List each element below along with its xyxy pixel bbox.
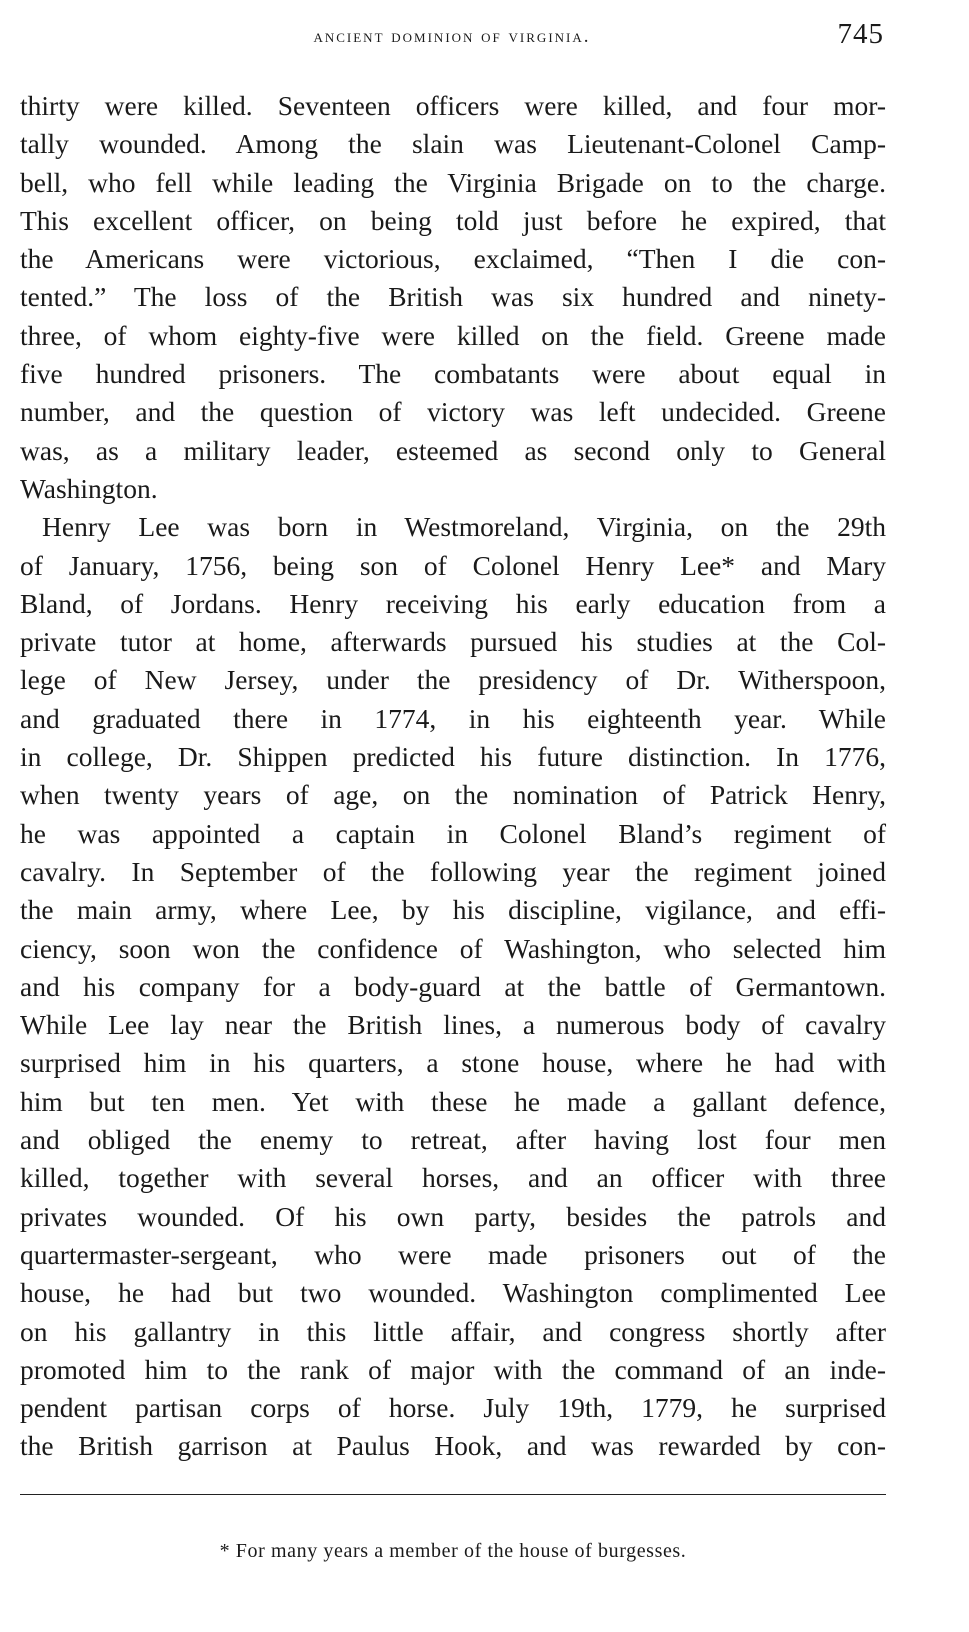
text-line: when twenty years of age, on the nomination of Patrick Henry, (20, 779, 886, 811)
text-line: the British garrison at Paulus Hook, and was rewarded by con- (20, 1430, 886, 1462)
text-line: killed, together with several horses, and an officer with three (20, 1162, 886, 1194)
paragraph-1 (20, 87, 886, 508)
text-line: pendent partisan corps of horse. July 19th, 1779, he surprised (20, 1392, 886, 1424)
running-head (20, 18, 884, 58)
running-title: ancient dominion of virginia. (313, 26, 591, 47)
text-line: house, he had but two wounded. Washington complimented Lee (20, 1277, 886, 1309)
text-line: thirty were killed. Seventeen officers were killed, and four mor- (20, 90, 886, 121)
text-line: tented.” The loss of the British was six hundred and ninety- (20, 281, 886, 313)
text-line: of January, 1756, being son of Colonel Henry Lee* and Mary (20, 549, 886, 581)
text-line: and graduated there in 1774, in his eighteenth year. While (20, 702, 886, 734)
text-line: lege of New Jersey, under the presidency of Dr. Witherspoon, (20, 664, 886, 696)
text-line: the Americans were victorious, exclaimed, “Then I die con- (20, 243, 886, 275)
paragraph-2 (20, 508, 886, 1465)
text-line: and obliged the enemy to retreat, after having lost four men (20, 1124, 886, 1156)
text-line: him but ten men. Yet with these he made a gallant defence, (20, 1085, 886, 1117)
text-line: While Lee lay near the British lines, a numerous body of cavalry (20, 1009, 886, 1041)
text-line: cavalry. In September of the following year the regiment joined (20, 855, 886, 887)
text-line: three, of whom eighty-five were killed on the field. Greene made (20, 319, 886, 351)
text-line: Bland, of Jordans. Henry receiving his early education from a (20, 587, 886, 619)
text-line: Henry Lee was born in Westmoreland, Virginia, on the 29th (42, 511, 886, 543)
text-line: quartermaster-sergeant, who were made prisoners out of the (20, 1238, 886, 1270)
text-line: and his company for a body-guard at the battle of Germantown. (20, 970, 886, 1002)
text-line: surprised him in his quarters, a stone house, where he had with (20, 1047, 886, 1079)
text-line: on his gallantry in this little affair, and congress shortly after (20, 1315, 886, 1347)
text-line: ciency, soon won the confidence of Washington, who selected him (20, 932, 886, 964)
text-line: tally wounded. Among the slain was Lieutenant-Colonel Camp- (20, 128, 886, 160)
body-text (20, 87, 886, 1466)
text-line: This excellent officer, on being told just before he expired, that (20, 204, 886, 236)
text-line: privates wounded. Of his own party, besides the patrols and (20, 1200, 886, 1232)
footnote-divider (20, 1494, 886, 1495)
footnote: * For many years a member of the house of burgesses. (219, 1540, 687, 1562)
text-line: he was appointed a captain in Colonel Bland’s regiment of (20, 817, 886, 849)
text-line: private tutor at home, afterwards pursued his studies at the Col- (20, 626, 886, 658)
text-line: Washington. (20, 472, 158, 504)
text-line: bell, who fell while leading the Virginia Brigade on to the charge. (20, 166, 886, 198)
text-line: five hundred prisoners. The combatants were about equal in (20, 358, 886, 390)
text-line: was, as a military leader, esteemed as second only to General (20, 434, 886, 466)
text-line: the main army, where Lee, by his discipline, vigilance, and effi- (20, 894, 886, 926)
text-line: in college, Dr. Shippen predicted his future distinction. In 1776, (20, 741, 886, 773)
text-line: promoted him to the rank of major with the command of an inde- (20, 1353, 886, 1385)
text-line: number, and the question of victory was left undecided. Greene (20, 396, 886, 428)
page-number: 745 (837, 18, 884, 50)
